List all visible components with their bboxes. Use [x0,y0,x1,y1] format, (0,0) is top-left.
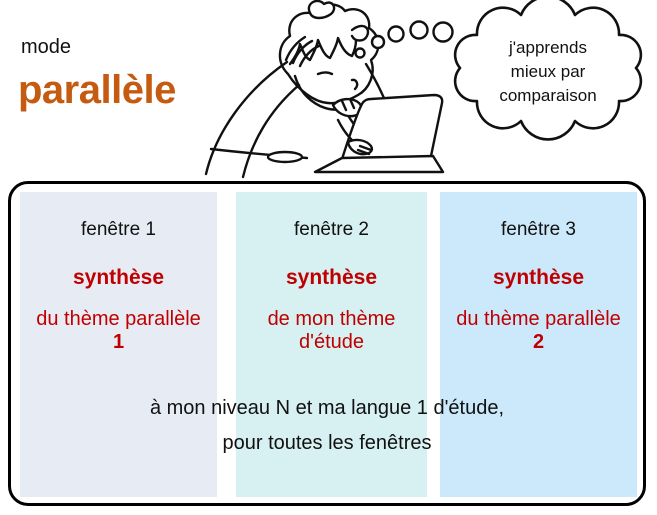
laptop-base [315,156,443,172]
thought-line-3: comparaison [499,86,597,105]
thought-bubble-text [458,36,638,108]
window-3-title: fenêtre 3 [501,219,576,240]
window-2-desc-line1: de mon thème [267,308,396,330]
mouse-icon [268,152,302,162]
windows-board [8,181,646,506]
window-2-keyword: synthèse [285,266,378,289]
window-3-desc-line2: 2 [532,331,545,353]
window-3-keyword: synthèse [492,266,585,289]
page-title: parallèle [18,68,176,112]
mode-label: mode [21,36,72,58]
window-3-desc-line1: du thème parallèle [456,308,621,330]
thought-line-1: j'apprends [509,38,587,57]
footer-line-1: à mon niveau N et ma langue 1 d'étude, [149,397,505,419]
window-1-title: fenêtre 1 [81,219,156,240]
footer-line-2: pour toutes les fenêtres [222,432,432,454]
window-1-desc-line2: 1 [112,331,125,353]
board-footer [11,391,643,461]
window-2-title: fenêtre 2 [294,219,369,240]
window-3-description [440,308,637,354]
window-2-description [236,308,427,354]
window-2-desc-line2: d'étude [299,331,364,353]
arm-inner [243,85,299,177]
window-1-keyword: synthèse [72,266,165,289]
hair-bun [309,1,334,18]
window-1-description [20,308,217,354]
window-1-desc-line1: du thème parallèle [36,308,201,330]
thought-line-2: mieux par [510,62,586,81]
